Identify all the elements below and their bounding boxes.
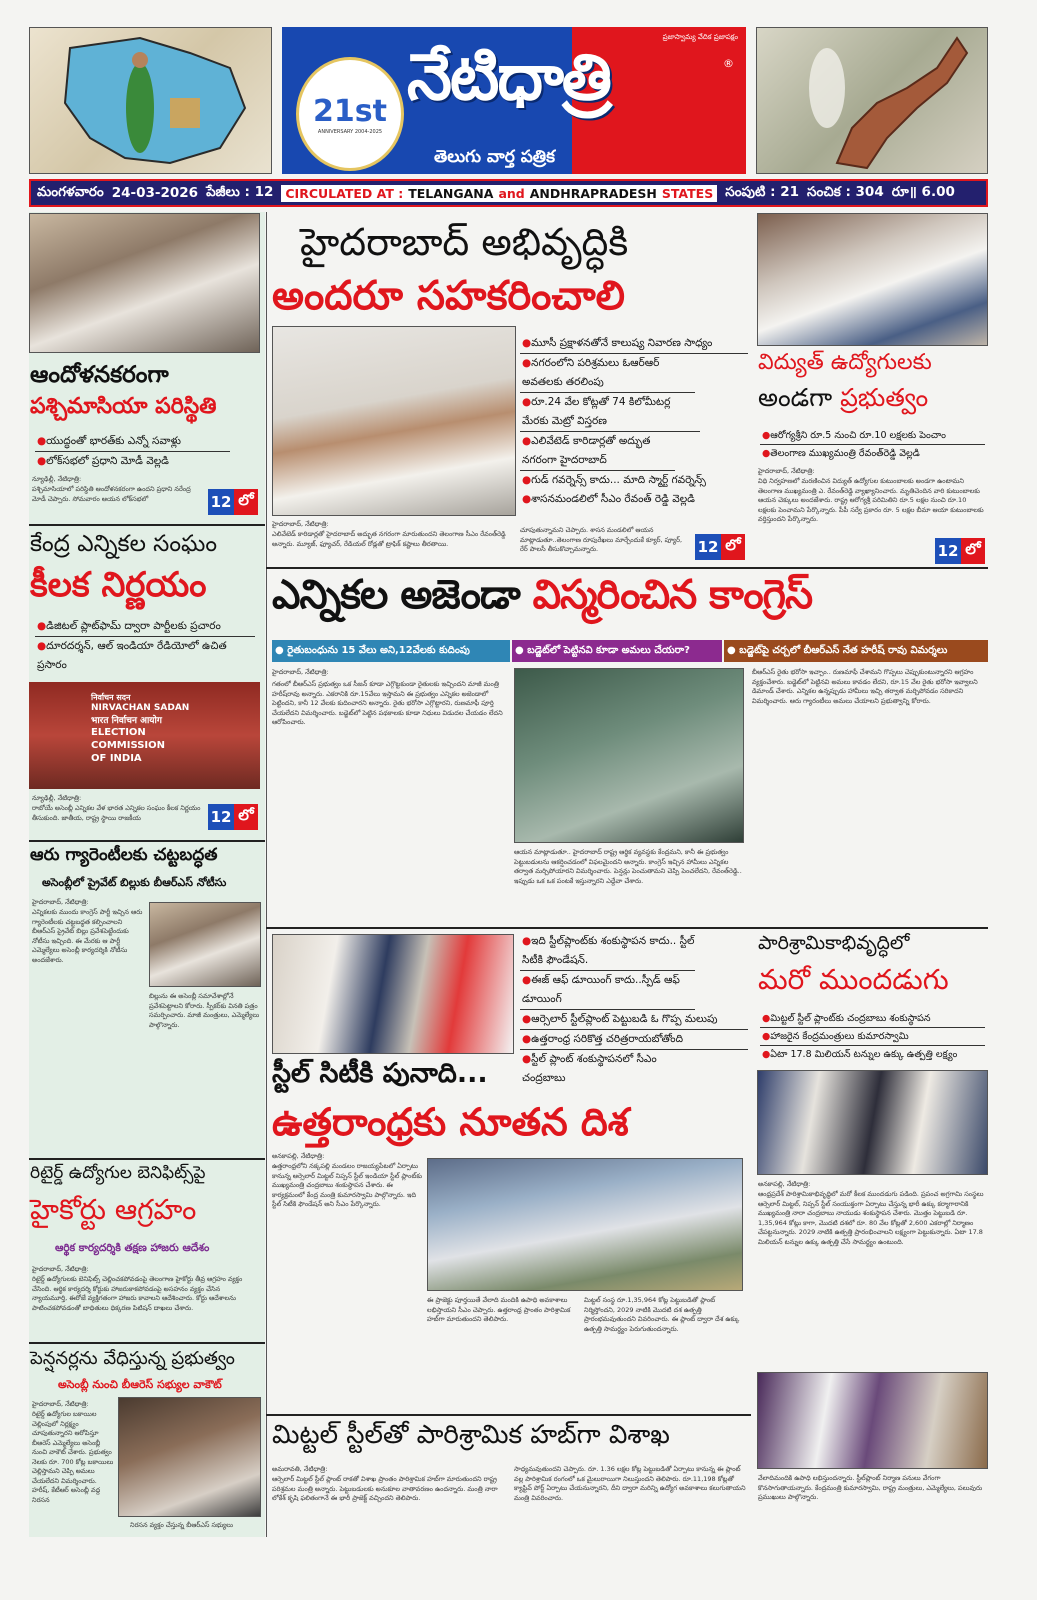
anniversary-sub: ANNIVERSARY 2004-2025 xyxy=(317,128,383,135)
hyderabad-bullet: ●రూ.24 వేల కోట్లతో 74 కిలోమీటర్ల మేరకు మెట్రో విస్తరణ xyxy=(520,393,700,432)
steel-bullet: ●ఇది స్టీల్‌ప్లాంట్‌కు శంకుస్థాపన కాదు.. స్టీల్ సిటీకి ఫౌండేషన్. xyxy=(520,932,695,971)
guarantees-subhead: అసెంబ్లీలో ప్రైవేట్ బిల్లుకు బీఆర్ఎస్ నోటీసు xyxy=(42,876,227,889)
congress-headline-black: ఎన్నికల అజెండా xyxy=(272,572,520,618)
pensioners-body: రిటైర్డ్ ఉద్యోగుల బకాయిల చెల్లింపులో నిర్లక్ష్యం చూపుతున్నారని ఆరోపిస్తూ బీఆరెస్ ఎమ్మెల్యేలు అసెంబ్లీ నుంచి వాకౌట్ చేశారు. ప్రభుత్వం నెలకు రూ. 700 కోట్ల బకాయిలు చెల్లిస్తామని చెప్పి అమలు చేయలేదని విమర్శించారు. హరీష్, కేటీఆర్ అసెంబ్లీ వద్ద నిరసన xyxy=(32,1410,114,1504)
divider xyxy=(266,927,988,929)
ec-sign-4: ELECTION COMMISSION OF INDIA xyxy=(91,727,166,764)
circulated-state-3: STATES xyxy=(661,185,714,201)
issue-number: సంచిక : 304 xyxy=(807,183,884,200)
hyderabad-headline-2: అందరూ సహకరించాలి xyxy=(272,273,625,319)
electricity-headline-2a: అండగా xyxy=(758,383,833,412)
congress-tab-2: ● బడ్జెట్‌లో పెట్టినవి కూడా అమలు చేయరా? xyxy=(512,640,722,662)
congress-body-3: బీఆర్ఎస్ రైతు భరోసా ఇచ్చాం.. రుణమాఫీ చేశామని గొప్పలు చెప్పుకుంటున్నారని ఆగ్రహం వ్యక్తంచేశారు. బడ్జెట్‌లో పెట్టినవి అమలు కావడం లేదని, రూ.15 వేల రైతు భరోసా ఇవ్వాలని డిమాండ్ చేశారు. ఎన్నికల ఉన్నప్పుడు హామీలు ఇచ్చి తర్వాత మర్చిపోవడం సరికాదని విమర్శించారు. ఆరు గ్యారంటీలు అమలు చేయాలని ప్రభుత్వాన్ని కోరారు. xyxy=(752,668,978,705)
hyderabad-bullet: ●శాసనమండలిలో సీఎం రేవంత్ రెడ్డి వెల్లడి xyxy=(522,493,695,505)
hyderabad-body-2: చూపుతున్నామని చెప్పారు. శాసన మండలిలో ఆయన మాట్లాడుతూ..తెలంగాణ రూపురేఖలు మార్చేందుకే క్యూర్, ప్యూర్, రేర్ పాలసీ తీసుకొచ్చామన్నారు. xyxy=(520,526,683,553)
hyderabad-body-1: ఎలివేటెడ్ కారిడార్లతో హైదరాబాద్ అద్భుత నగరంగా మారుతుందని తెలంగాణ సీఎం రేవంత్‌రెడ్డి అన్నారు. మ్యూజ్, ఫ్యూచర్, రేడియల్ రోడ్లతో ట్రాఫిక్ కష్టాలు తీరతాయి. xyxy=(272,530,506,548)
congress-body-2: ఆయన మాట్లాడుతూ.. హైదరాబాద్ రాష్ట్ర ఆర్థిక వ్యవస్థకు కేంద్రమని, కానీ ఈ ప్రభుత్వం పెట్టుబడులను ఆకర్షించడంలో విఫలమైందని అన్నారు. కాంగ్రెస్ ఇచ్చిన హామీలు ఎన్నికల తర్వాత మర్చిపోయారని విమర్శించారు. పెన్షన్లు పెంచుతామని చెప్పి పెంచలేదని, రేవంత్‌రెడ్డి.. ఇప్పుడు ఒక ఒక పంటకే ఇస్తున్నారని ఎద్దేవా చేశారు. xyxy=(514,848,742,885)
steel-body-3: మిట్టల్ సంస్థ రూ.1,35,964 కోట్ల పెట్టుబడితో ప్లాంట్ నిర్మిస్తోందని, 2029 నాటికి మొదటి దశ ఉత్పత్తి ప్రారంభమవుతుందని వివరించారు. ఈ ప్లాంట్ ద్వారా దేశ ఉక్కు ఉత్పత్తి సామర్థ్యం పెరుగుతుందన్నారు. xyxy=(584,1296,740,1333)
electricity-bullet: ●తెలంగాణ ముఖ్యమంత్రి రేవంత్‌రెడ్డి వెల్లడి xyxy=(762,448,920,459)
vizag-headline: మిట్టల్ స్టీల్‌తో పారిశ్రామిక హబ్‌గా విశాఖ xyxy=(272,1420,670,1450)
industrial-body: ఆంధ్రప్రదేశ్ పారిశ్రామికాభివృద్ధిలో మరో కీలక ముందడుగు పడింది. ప్రపంచ అగ్రగామి సంస్థలు ఆర్సెలార్ మిట్టల్, నిప్పన్ స్టీల్ సంయుక్తంగా ఏర్పాటు చేస్తున్న భారీ ఉక్కు కర్మాగారానికి ముఖ్యమంత్రి నారా చంద్రబాబు నాయుడు శంకుస్థాపన చేశారు. మొత్తం పెట్టుబడి రూ. 1,35,964 కోట్లు కాగా, మొదటి దశలో రూ. 80 వేల కోట్లతో 2,600 ఎకరాల్లో నిర్మాణం చేపట్టనున్నారు. 2029 నాటికి ఉత్పత్తి ప్రారంభించాలని లక్ష్యంగా పెట్టుకున్నారు. ఏటా 17.8 మిలియన్ టన్నుల ఉక్కు ఉత్పత్తి చేసే సామర్థ్యం ఉంటుంది. xyxy=(758,1190,984,1246)
ec-dateline: న్యూఢిల్లీ, నేటిధాత్రి: xyxy=(32,794,82,802)
ec-headline-2: కీలక నిర్ణయం xyxy=(30,565,207,605)
guarantees-headline: ఆరు గ్యారెంటీలకు చట్టబద్ధత xyxy=(30,845,218,865)
westasia-page-ref[interactable]: 12 లో xyxy=(208,489,258,515)
issue-day: మంగళవారం xyxy=(37,183,104,200)
steel-bullet: ●ఆర్సెలార్ స్టీల్‌ప్లాంట్ పెట్టుబడి ఓ గొప్ప మలుపు xyxy=(520,1010,748,1030)
guarantees-body-1: ఎన్నికలకు ముందు కాంగ్రెస్ పార్టీ ఇచ్చిన ఆరు గ్యారెంటీలకు చట్టబద్ధత కల్పించాలని బీఆర్ఎస్ ప్రైవేట్ బిల్లు ప్రవేశపెట్టేందుకు నోటీసు ఇచ్చింది. ఈ మేరకు ఆ పార్టీ ఎమ్మెల్యేలు అసెంబ్లీ కార్యదర్శికి నోటీసు అందజేశారు. xyxy=(32,908,143,964)
retired-headline-1: రిటైర్డ్ ఉద్యోగుల బెనిఫిట్స్‌పై xyxy=(30,1163,206,1183)
industrial-dateline: అనకాపల్లి, నేటిధాత్రి: xyxy=(758,1180,811,1188)
congress-headline xyxy=(272,572,812,628)
ec-bullet: ●దూరదర్శన్, ఆల్ ఇండియా రేడియోలో ఉచిత ప్రసారం xyxy=(37,640,227,671)
pensioners-photo xyxy=(118,1397,261,1517)
andhra-map-image xyxy=(756,27,988,174)
industrial-body-2: వేలాదిమందికి ఉపాధి లభిస్తుందన్నారు. స్టీల్‌ప్లాంట్ నిర్మాణ పనులు వేగంగా కొనసాగుతాయన్నారు. కేంద్రమంత్రి కుమారస్వామి, రాష్ట్ర మంత్రులు, ఎమ్మెల్యేలు, పలువురు ప్రముఖులు పాల్గొన్నారు. xyxy=(758,1474,983,1501)
circulated-state-1: TELANGANA xyxy=(408,185,494,201)
circulated-block xyxy=(281,185,717,202)
ec-bullet: ●డిజిటల్ ప్లాట్‌ఫామ్ ద్వారా పార్టీలకు ప్రచారం xyxy=(35,617,255,637)
hyderabad-bullet: ●గుడ్ గవర్నెన్స్ కాదు... మాది స్మార్ట్ గవర్నెన్స్ xyxy=(522,474,706,486)
congress-body-1: గతంలో బీఆర్ఎస్ ప్రభుత్వం ఒక సీజన్ కూడా ఎగ్గొట్టకుండా రైతులకు ఇచ్చిందని మాజీ మంత్రి హరీష్‌రావు అన్నారు. ఎకరానికి రూ.15వేలు ఇస్తామని ఈ ప్రభుత్వం ఎన్నికల అజెండాలో పెట్టిందని, కానీ 12 వేలకు కుదించారని అన్నారు. రైతు భరోసా ఎగ్గొట్టారని, రుణమాఫీ పూర్తి చేయలేదని విమర్శించారు. బడ్జెట్‌లో పెట్టిన పథకాలకు కూడా నిధులు విడుదల చేయడం లేదని ఆరోపించారు. xyxy=(272,680,503,726)
steel-bullet: ●ఈజ్ ఆఫ్ డూయింగ్ కాదు..స్పీడ్ ఆఫ్ డూయింగ్ xyxy=(520,971,695,1010)
hyderabad-page-ref[interactable]: 12 లో xyxy=(695,534,745,560)
anniversary-number: 21st xyxy=(313,93,387,129)
ec-body: రాబోయే అసెంబ్లీ ఎన్నికల వేళ భారత ఎన్నికల సంఘం కీలక నిర్ణయం తీసుకుంది. జాతీయ, రాష్ట్ర స్థాయి రాజకీయ xyxy=(32,804,201,822)
chandrababu-photo xyxy=(272,934,514,1054)
electricity-page-ref[interactable]: 12 లో xyxy=(935,538,985,564)
retired-headline-2: హైకోర్టు ఆగ్రహం xyxy=(30,1193,197,1226)
dignitaries-photo xyxy=(757,1070,988,1175)
pensioners-caption: నిరసన వ్యక్తం చేస్తున్న బీఆర్ఎస్ సభ్యులు xyxy=(130,1521,233,1529)
hyderabad-headline-1: హైదరాబాద్ అభివృద్ధికి xyxy=(300,220,629,264)
volume-number: సంపుటి : 21 xyxy=(725,183,800,200)
steel-body-2: ఈ ప్రాజెక్టు పూర్తయితే వేలాది మందికి ఉపాధి అవకాశాలు లభిస్తాయని సీఎం చెప్పారు. ఉత్తరాంధ్ర ప్రాంతం పారిశ్రామిక హబ్‌గా మారుతుందని తెలిపారు. xyxy=(427,1296,571,1323)
pensioners-subhead: అసెంబ్లీ నుంచి బీఆరెస్ సభ్యుల వాకౌట్ xyxy=(58,1378,222,1391)
telangana-map-icon xyxy=(30,28,273,175)
industrial-bullet: ●ఏటా 17.8 మిలియన్ టన్నుల ఉక్కు ఉత్పత్తి లక్ష్యం xyxy=(762,1049,958,1060)
industrial-bullet: ●హాజరైన కేంద్రమంత్రులు కుమారస్వామి xyxy=(760,1028,985,1046)
hyderabad-bullet: ●మూసీ ప్రక్షాళనతోనే కాలుష్య నివారణ సాధ్యం xyxy=(520,334,748,354)
industrial-bullet: ●మిట్టల్ స్టీల్ ప్లాంట్‌కు చంద్రబాబు శంకుస్థాపన xyxy=(760,1010,985,1028)
issue-date: 24-03-2026 xyxy=(111,185,199,201)
site-visit-photo xyxy=(757,1372,988,1469)
westasia-body: పశ్చిమాసియాలో పరిస్థితి ఆందోళనకరంగా ఉందని ప్రధాని నరేంద్ర మోడీ చెప్పారు. సోమవారం ఆయన లోక్‌సభలో xyxy=(32,485,191,503)
circulated-state-2: ANDHRAPRADESH xyxy=(529,185,657,201)
guarantees-dateline: హైదరాబాద్, నేటిధాత్రి: xyxy=(32,898,89,906)
divider xyxy=(266,1414,751,1416)
divider xyxy=(29,1158,265,1160)
column-divider xyxy=(266,212,267,1537)
hyderabad-bullet: ●ఎలివేటెడ్ కారిడార్లతో అద్భుత నగరంగా హైదరాబాద్ xyxy=(520,432,675,471)
divider xyxy=(29,1342,265,1344)
guarantees-body-2: బిల్లును ఈ అసెంబ్లీ సమావేశాల్లోనే ప్రవేశపెట్టాలని కోరారు. స్పీకర్‌కు వినతి పత్రం సమర్పించారు. మాజీ మంత్రులు, ఎమ్మెల్యేలు పాల్గొన్నారు. xyxy=(149,992,260,1029)
tagline: ప్రజాస్వామ్య వేదిక ప్రజాపక్షం xyxy=(662,33,738,41)
masthead-banner xyxy=(282,27,746,174)
electricity-dateline: హైదరాబాద్, నేటిధాత్రి: xyxy=(758,467,815,475)
ec-sign-1: निर्वाचन सदन xyxy=(91,693,131,702)
westasia-bullet: ●యుద్ధంతో భారత్‌కు ఎన్నో సవాళ్లు xyxy=(35,432,230,452)
westasia-dateline: న్యూఢిల్లీ, నేటిధాత్రి: xyxy=(32,475,82,483)
pensioners-dateline: హైదరాబాద్, నేటిధాత్రి: xyxy=(32,1400,89,1408)
steel-headline-red: ఉత్తరాంధ్రకు నూతన దిశ xyxy=(272,1100,629,1144)
steel-headline-black: స్టీల్ సిటీకి పునాది... xyxy=(272,1058,488,1089)
steel-plant-render xyxy=(427,1158,743,1291)
anniversary-badge xyxy=(296,57,404,171)
revanth-reddy-photo xyxy=(272,326,516,516)
ec-sign-2: NIRVACHAN SADAN xyxy=(91,703,190,713)
andhra-map-icon xyxy=(757,28,989,175)
industrial-headline-1: పారిశ్రామికాభివృద్ధిలో xyxy=(758,932,910,954)
electricity-headline-1: విద్యుత్ ఉద్యోగులకు xyxy=(758,350,932,375)
electricity-bullet: ●ఆరోగ్యశ్రీని రూ.5 నుంచి రూ.10 లక్షలకు పెంచాం xyxy=(760,427,985,445)
circulated-label: CIRCULATED AT : xyxy=(285,185,404,201)
vizag-dateline: అమరావతి, నేటిధాత్రి: xyxy=(272,1465,328,1473)
vizag-body-1: ఆర్సెలార్ మిట్టల్ స్టీల్ ప్లాంట్ రాకతో విశాఖ ప్రాంతం పారిశ్రామిక హబ్‌గా మారుతుందని రాష్ట్ర పరిశ్రమల మంత్రి అన్నారు. పెట్టుబడులకు అనుకూల వాతావరణం ఉందన్నారు. మంత్రి నారా లోకేశ్ కృషి ఫలితంగానే ఈ భారీ ప్రాజెక్ట్ వచ్చిందని తెలిపారు. xyxy=(272,1475,498,1502)
pensioners-headline: పెన్షనర్లను వేధిస్తున్న ప్రభుత్వం xyxy=(30,1348,235,1369)
hyderabad-bullet: ●నగరంలోని పరిశ్రమలు ఓఆర్ఆర్ అవతలకు తరలింపు xyxy=(520,354,695,393)
steel-bullet: ●స్టీల్ ప్లాంట్ శంకుస్థాపనలో సీఎం చంద్రబాబు xyxy=(522,1053,657,1084)
divider xyxy=(29,840,265,842)
vizag-body-2: సాధ్యమవుతుందని చెప్పారు. రూ. 1.36 లక్షల కోట్ల పెట్టుబడితో ఏర్పాటు కానున్న ఈ ప్లాంట్ వల్ల పారిశ్రామిక రంగంలో ఒక మైలురాయిగా నిలుస్తుందని తెలిపారు. రూ.11,198 కోట్లతో క్యాప్టివ్ పోర్ట్ ఏర్పాటు చేయనున్నారని, దీని ద్వారా మరిన్ని ఉద్యోగ అవకాశాలు కలుగుతాయని మంత్రి వివరించారు. xyxy=(514,1465,746,1502)
electricity-body: విధి నిర్వహణలో మరణించిన విద్యుత్ ఉద్యోగుల కుటుంబాలకు అండగా ఉంటామని తెలంగాణ ముఖ్యమంత్రి ఎ. రేవంత్‌రెడ్డి వ్యాఖ్యానించారు. మృతిచెందిన వారి కుటుంబాలకు ఆయన చెక్కులు అందజేశారు. రాష్ట్ర ఆరోగ్యశ్రీ పరిమితిని రూ.5 లక్షల నుంచి రూ.10 లక్షలకు పెంచామని పేర్కొన్నారు. పీపీ సర్వే ప్రకారం రూ. 5 లక్షల బీమా ఆయా కుటుంబాలకు వర్తిస్తుందని పేర్కొన్నారు. xyxy=(758,477,984,523)
industrial-headline-2: మరో ముందడుగు xyxy=(758,963,949,996)
ec-headline-1: కేంద్ర ఎన్నికల సంఘం xyxy=(30,531,217,557)
divider xyxy=(29,524,265,526)
circulated-and: and xyxy=(498,185,525,201)
ec-page-ref[interactable]: 12 లో xyxy=(208,804,258,830)
logo-text: నేటిధాత్రి xyxy=(407,41,610,115)
retired-subhead: ఆర్థిక కార్యదర్శికి తక్షణ హాజరు ఆదేశం xyxy=(55,1242,210,1254)
westasia-bullet: ●లోక్‌సభలో ప్రధాని మోడీ వెల్లడి xyxy=(37,455,169,467)
steel-dateline: అనకాపల్లి, నేటిధాత్రి: xyxy=(272,1152,325,1160)
steel-bullet: ●ఉత్తరాంధ్ర సరికొత్త చరిత్రరాయబోతోంది xyxy=(520,1030,748,1050)
congress-dateline: హైదరాబాద్, నేటిధాత్రి: xyxy=(272,668,329,676)
info-bar xyxy=(29,179,988,207)
ec-photo xyxy=(29,682,260,789)
divider xyxy=(266,567,988,569)
congress-tab-3: ● బడ్జెట్‌పై చర్చలో బీఆర్ఎస్ నేత హరీష్ రావు విమర్శలు xyxy=(724,640,988,662)
electricity-headline-2 xyxy=(758,383,928,419)
cheque-handover-photo xyxy=(757,213,988,346)
congress-tabs xyxy=(272,640,988,662)
registered-mark: ® xyxy=(723,57,734,70)
price: రూ॥ 6.00 xyxy=(891,183,955,200)
electricity-headline-2b: ప్రభుత్వం xyxy=(840,383,929,412)
westasia-headline-1: ఆందోళనకరంగా xyxy=(30,362,169,388)
westasia-headline-2: పశ్చిమాసియా పరిస్థితి xyxy=(30,394,217,419)
telangana-map-image xyxy=(29,27,272,174)
retired-dateline: హైదరాబాద్, నేటిధాత్రి: xyxy=(32,1265,89,1273)
congress-headline-red: విస్మరించిన కాంగ్రెస్ xyxy=(532,572,813,618)
steel-body-1: ఉత్తరాంధ్రలోని నక్కపల్లి మండలం రాజయ్యపేటలో ఏర్పాటు కానున్న ఆర్సెలార్ మిట్టల్ నిప్పన్ స్టీల్ ఇండియా స్టీల్ ప్లాంట్‌కు ముఖ్యమంత్రి చంద్రబాబు శంకుస్థాపన చేశారు. ఈ కార్యక్రమంలో కేంద్ర మంత్రి కుమారస్వామి పాల్గొన్నారు. ఇది స్టీల్ సిటీకి ఫౌండేషన్ అని సీఎం పేర్కొన్నారు. xyxy=(272,1162,422,1208)
guarantees-photo xyxy=(149,902,261,987)
retired-body: రిటైర్డ్ ఉద్యోగులకు బెనిఫిట్స్ చెల్లించకపోవడంపై తెలంగాణ హైకోర్టు తీవ్ర ఆగ్రహం వ్యక్తం చేసింది. ఆర్థిక కార్యదర్శి కోర్టుకు హాజరుకాకపోవడంపై అసహనం వ్యక్తం చేసిన న్యాయమూర్తి, ఈరోజే వ్యక్తిగతంగా హాజరు కావాలని ఆదేశించారు. కోర్టు ఆదేశాలను పాటించకపోవడంతో బాధితులు ధిక్కరణ పిటిషన్ దాఖలు చేశారు. xyxy=(32,1275,243,1312)
hyderabad-dateline: హైదరాబాద్, నేటిధాత్రి: xyxy=(272,520,329,528)
logo-subtitle: తెలుగు వార్త పత్రిక xyxy=(434,147,555,167)
congress-tab-1: ● రైతుబంధును 15 వేలు అని,12వేలకు కుదింపు xyxy=(272,640,510,662)
modi-photo xyxy=(29,213,260,353)
page-count: పేజీలు : 12 xyxy=(206,183,274,200)
ec-sign-3: भारत निर्वाचन आयोग xyxy=(91,716,162,726)
harish-rao-photo xyxy=(514,668,744,843)
